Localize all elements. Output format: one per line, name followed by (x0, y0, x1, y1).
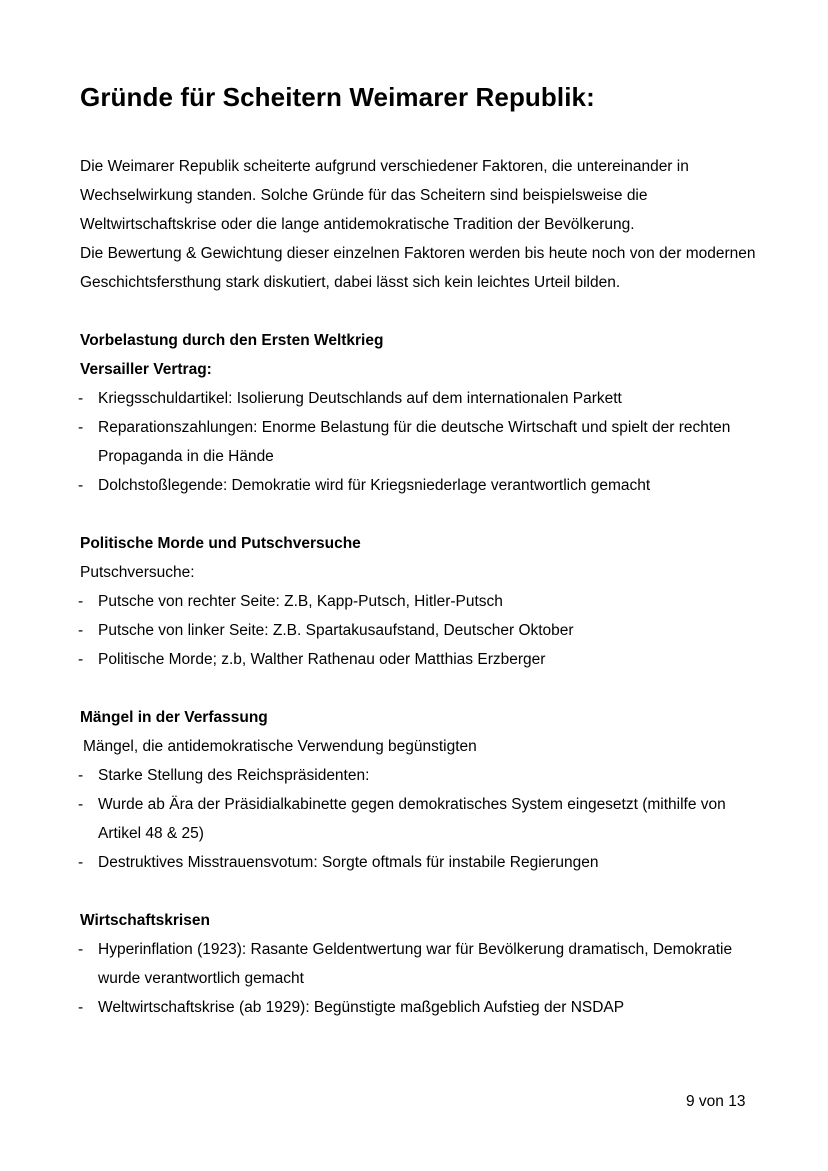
section-wirtschaftskrisen (80, 906, 770, 1022)
section-intro: Mängel, die antidemokratische Verwendung begünstigten (83, 738, 477, 755)
list-item: - Kriegsschuldartikel: Isolierung Deutschlands auf dem internationalen Parkett (80, 384, 770, 413)
section-heading: Politische Morde und Putschversuche (80, 535, 361, 552)
list-item: - Politische Morde; z.b, Walther Rathenau oder Matthias Erzberger (80, 645, 770, 674)
list-item: - Weltwirtschaftskrise (ab 1929): Begünstigte maßgeblich Aufstieg der NSDAP (80, 993, 770, 1022)
document-body (80, 152, 770, 1022)
intro-paragraph-2: Die Bewertung & Gewichtung dieser einzelnen Faktoren werden bis heute noch von der modernen Geschichtsfersthung stark diskutiert, dabei lässt sich kein leichtes Urteil bilden. (80, 245, 756, 291)
section-heading: Mängel in der Verfassung (80, 709, 268, 726)
section-maengel-verfassung (80, 703, 770, 877)
list-item: - Wurde ab Ära der Präsidialkabinette gegen demokratisches System eingesetzt (mithilfe von Artikel 48 & 25) (80, 790, 770, 848)
section-heading: Wirtschaftskrisen (80, 912, 210, 929)
list-item: - Reparationszahlungen: Enorme Belastung für die deutsche Wirtschaft und spielt der rechten Propaganda in die Hände (80, 413, 770, 471)
section-vorbelastung (80, 326, 770, 500)
section-subheading: Versailler Vertrag: (80, 361, 212, 378)
intro-paragraph-1: Die Weimarer Republik scheiterte aufgrund verschiedener Faktoren, die untereinander in Wechselwirkung standen. Solche Gründe für das Scheitern sind beispielsweise die Weltwirtschaftskrise oder die lange antidemokratische Tradition der Bevölkerung. (80, 158, 689, 233)
section-intro: Putschversuche: (80, 564, 195, 581)
list-item: - Putsche von linker Seite: Z.B. Spartakusaufstand, Deutscher Oktober (80, 616, 770, 645)
list-item: - Hyperinflation (1923): Rasante Geldentwertung war für Bevölkerung dramatisch, Demokratie wurde verantwortlich gemacht (80, 935, 770, 993)
bullet-list (80, 761, 770, 877)
bullet-list (80, 587, 770, 674)
list-item: - Destruktives Misstrauensvotum: Sorgte oftmals für instabile Regierungen (80, 848, 770, 877)
list-item: - Dolchstoßlegende: Demokratie wird für Kriegsniederlage verantwortlich gemacht (80, 471, 770, 500)
page-title: Gründe für Scheitern Weimarer Republik: (80, 82, 595, 112)
page-number: 9 von 13 (686, 1093, 746, 1110)
list-item: - Putsche von rechter Seite: Z.B, Kapp-Putsch, Hitler-Putsch (80, 587, 770, 616)
bullet-list (80, 935, 770, 1022)
bullet-list (80, 384, 770, 500)
section-politische-morde (80, 529, 770, 674)
section-heading: Vorbelastung durch den Ersten Weltkrieg (80, 332, 384, 349)
list-item: - Starke Stellung des Reichspräsidenten: (80, 761, 770, 790)
